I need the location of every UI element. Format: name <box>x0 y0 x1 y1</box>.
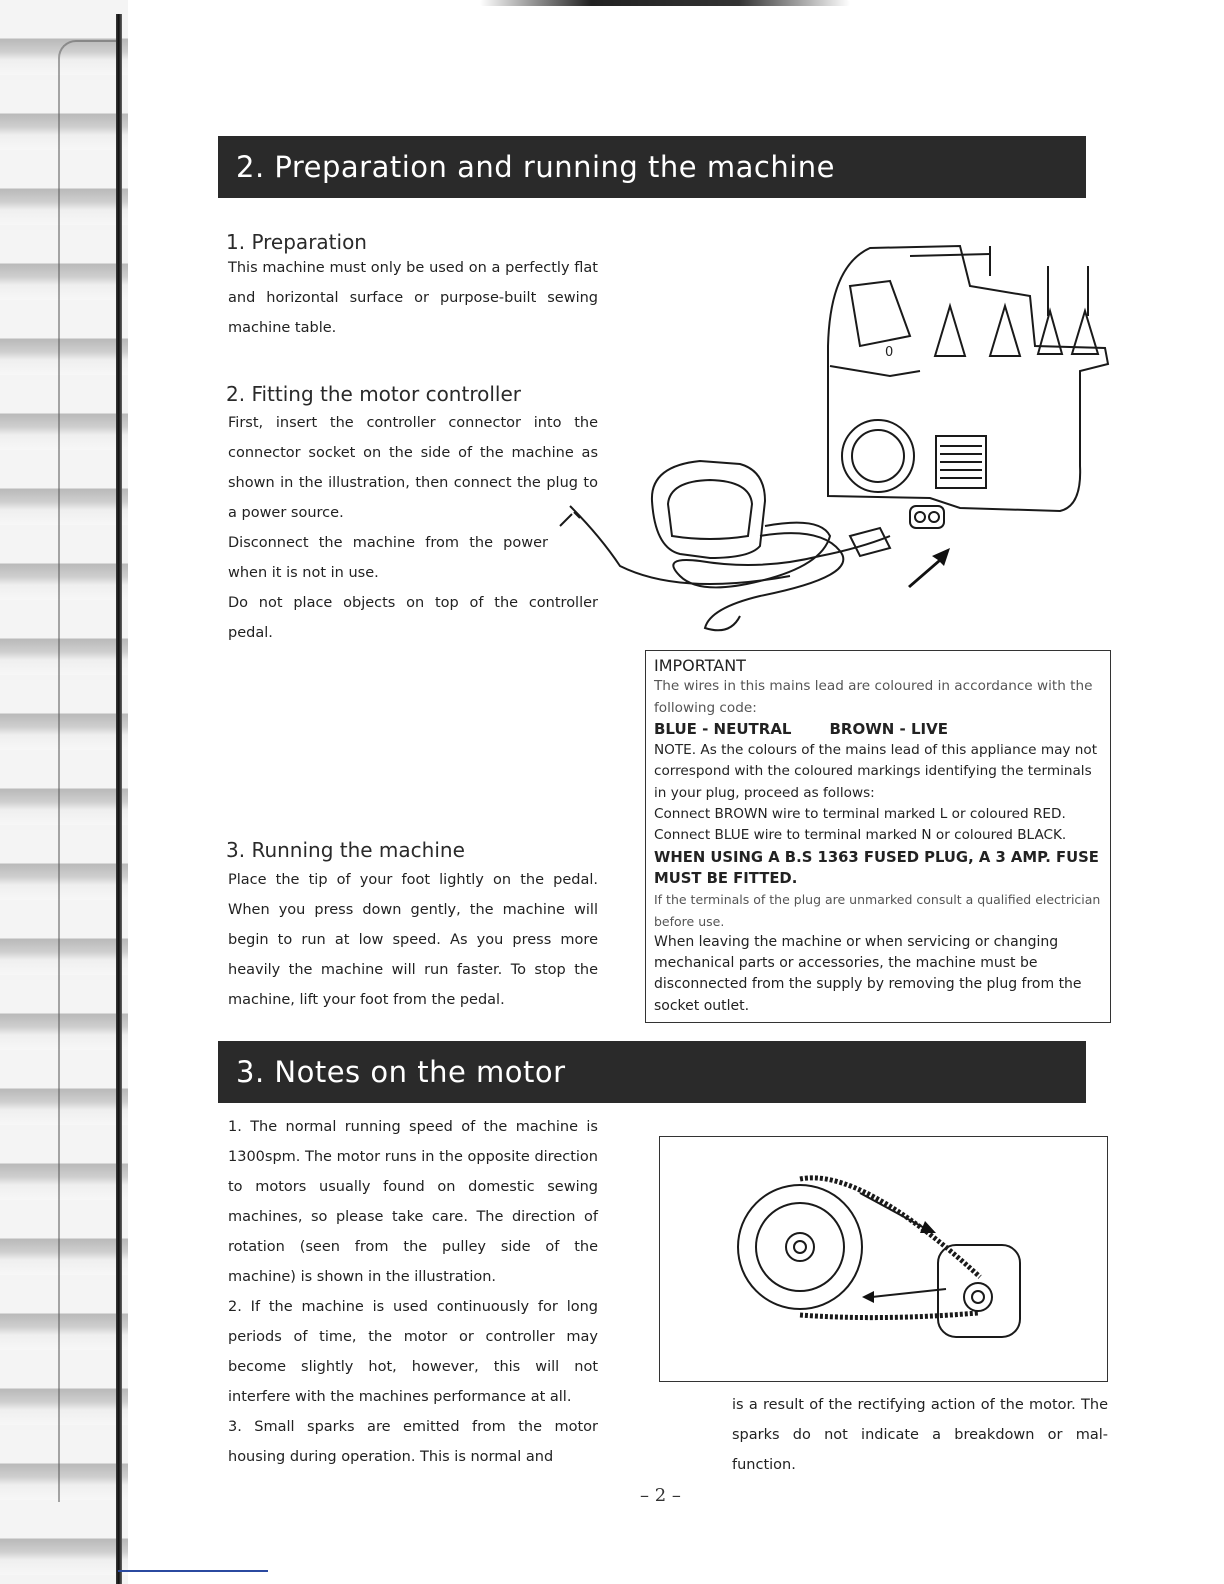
important-leaving: When leaving the machine or when servicing or changing mechanical parts or accessories, the machine must be disconnected from the supply by removing the plug from the socket outlet. <box>654 933 1082 1014</box>
motor-note-3-continued: is a result of the rectifying action of the motor. The sparks do not indicate a breakdown or mal-function. <box>732 1397 1108 1473</box>
belt-pulley-diagram <box>660 1137 1109 1383</box>
important-notice-box <box>645 650 1111 1023</box>
motor-controller-heading: 2. Fitting the motor controller <box>226 382 521 406</box>
scan-binding-line <box>116 14 122 1584</box>
motor-note-3: 3. Small sparks are emitted from the motor housing during operation. This is normal and <box>228 1419 598 1465</box>
important-brown-rule: Connect BROWN wire to terminal marked L or coloured RED. <box>654 806 1066 823</box>
machine-label-0: 0 <box>885 345 894 360</box>
motor-controller-paragraph-3: Do not place objects on top of the controller pedal. <box>228 595 598 641</box>
motor-controller-paragraph-1: First, insert the controller connector into the connector socket on the side of the machine as shown in the illustration, then connect the plug to a power source. <box>228 415 598 521</box>
preparation-heading: 1. Preparation <box>226 230 367 254</box>
motor-notes-text <box>228 1112 598 1472</box>
section-2-title: 2. Preparation and running the machine <box>218 136 1086 198</box>
motor-note-2: 2. If the machine is used continuously for long periods of time, the motor or controller may become slightly hot, however, this will not interfere with the machines performance at all. <box>228 1299 598 1405</box>
running-paragraph: Place the tip of your foot lightly on the pedal. When you press down gently, the machine will begin to run at low speed. As you press more heavily the machine will run faster. To stop the machine, lift your foot from the pedal. <box>228 872 598 1008</box>
scan-top-smudge <box>480 0 850 6</box>
running-text <box>228 865 598 1015</box>
machine-and-pedal-illustration <box>560 236 1120 656</box>
running-heading: 3. Running the machine <box>226 838 465 862</box>
scan-binding-shadow <box>58 40 116 1502</box>
important-intro: The wires in this mains lead are coloured in accordance with the following code: <box>654 678 1093 716</box>
code-brown-live: BROWN - LIVE <box>829 719 948 738</box>
section-3-title: 3. Notes on the motor <box>218 1041 1086 1103</box>
preparation-paragraph: This machine must only be used on a perfectly flat and horizontal surface or purpose-built sewing machine table. <box>228 260 598 336</box>
motor-note-1: 1. The normal running speed of the machine is 1300spm. The motor runs in the opposite direction to motors usually found on domestic sewing machines, so please take care. The direction of rotation (seen from the pulley side of the machine) is shown in the illustration. <box>228 1119 598 1285</box>
motor-controller-paragraph-2: Disconnect the machine from the power when it is not in use. <box>228 535 548 581</box>
important-note: NOTE. As the colours of the mains lead of this appliance may not correspond with the coloured markings identifying the terminals in your plug, proceed as follows: <box>654 742 1098 801</box>
important-unmarked: If the terminals of the plug are unmarked consult a qualified electrician before use. <box>654 892 1101 929</box>
important-blue-rule: Connect BLUE wire to terminal marked N or coloured BLACK. <box>654 827 1067 844</box>
rotation-diagram-box <box>659 1136 1108 1382</box>
important-fuse: WHEN USING A B.S 1363 FUSED PLUG, A 3 AMP. FUSE MUST BE FITTED. <box>654 848 1099 887</box>
code-blue-neutral: BLUE - NEUTRAL <box>654 719 792 738</box>
page-number: – 2 – <box>640 1485 681 1506</box>
scan-bottom-rule <box>118 1570 268 1572</box>
preparation-text <box>228 253 598 343</box>
important-title: IMPORTANT <box>654 656 746 675</box>
wire-color-code <box>654 719 1102 740</box>
motor-controller-text <box>228 408 598 648</box>
